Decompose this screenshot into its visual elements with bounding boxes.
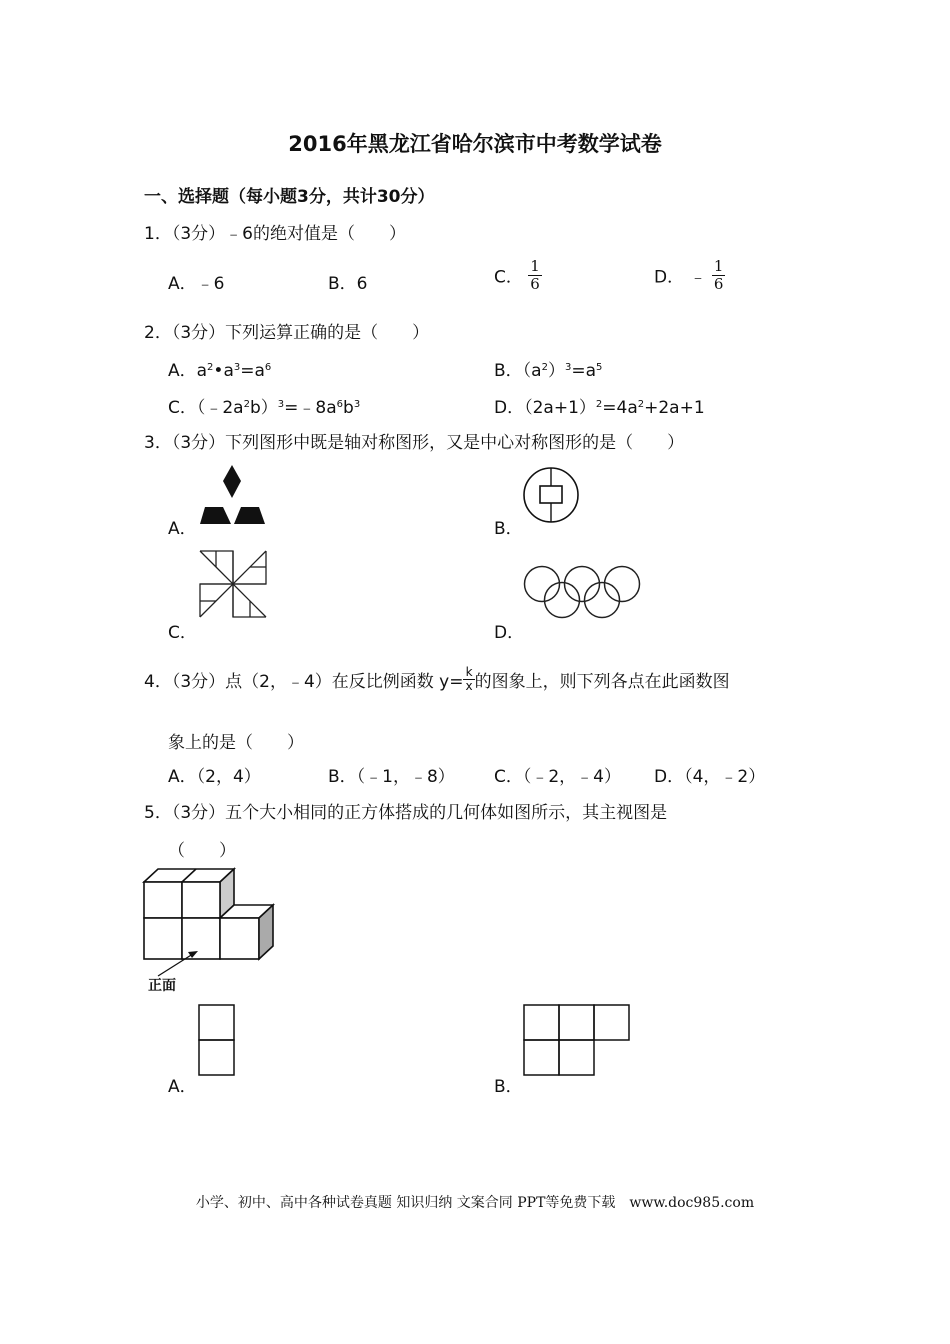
- fraction-denominator: 6: [530, 274, 540, 293]
- section-heading: 一、选择题（每小题3分，共计30分）: [144, 187, 435, 207]
- q1-option-c-label: C．: [494, 267, 523, 288]
- fraction-numerator: 1: [713, 257, 724, 275]
- q4-stem: [144, 666, 730, 693]
- exponent: 5: [596, 362, 603, 373]
- q4-option-c: C．（﹣2，﹣4）: [494, 767, 622, 787]
- q3-option-d: D．: [494, 623, 525, 643]
- olympic-rings-figure: [522, 564, 644, 622]
- text: =a: [240, 361, 265, 381]
- text: =a: [571, 361, 597, 381]
- center-square: [540, 486, 562, 503]
- fraction-numerator: 1: [530, 257, 540, 275]
- square: [559, 1005, 594, 1040]
- q2-option-a: [168, 356, 271, 381]
- cube-face: [220, 918, 259, 959]
- q3-stem: 3．（3分）下列图形中既是轴对称图形，又是中心对称图形的是（ ）: [144, 433, 685, 453]
- q2-option-d: [494, 393, 705, 418]
- fraction-denominator: x: [465, 679, 473, 694]
- front-view-label: 正面: [148, 978, 176, 994]
- exponent: 2: [207, 362, 214, 373]
- text: B．（a: [494, 361, 542, 381]
- text: C．（﹣2a: [168, 398, 244, 418]
- q1-option-a: A．﹣6: [168, 274, 225, 294]
- exponent: 6: [336, 399, 344, 410]
- q1-stem: 1．（3分）﹣6的绝对值是（ ）: [144, 224, 406, 244]
- q1-option-d-label: D．: [654, 267, 685, 288]
- q5-option-a-figure: [198, 1004, 238, 1078]
- q3-option-a: A．: [168, 519, 197, 539]
- q5-option-b: B．: [494, 1077, 523, 1097]
- exponent: 2: [541, 362, 548, 373]
- page-title: 2016年黑龙江省哈尔滨市中考数学试卷: [288, 132, 662, 156]
- square: [199, 1040, 234, 1075]
- cube-face: [144, 918, 182, 959]
- pinwheel-shape-figure: [198, 549, 268, 619]
- q4-option-b: B．（﹣1，﹣8）: [328, 767, 455, 787]
- q4-stem-pre: 4．（3分）点（2，﹣4）在反比例函数 y=: [144, 672, 464, 693]
- q1-option-d-fraction: [712, 258, 726, 292]
- q1-option-d: [654, 258, 725, 292]
- text: ）: [547, 361, 565, 381]
- page-footer: 小学、初中、高中各种试卷真题 知识归纳 文案合同 PPT等免费下载 www.doc985.com: [195, 1195, 755, 1211]
- square: [524, 1005, 559, 1040]
- q1-option-b: B．6: [328, 274, 368, 294]
- exponent: 2: [595, 399, 603, 410]
- q5-stem-line2: （ ）: [168, 841, 236, 861]
- text: =4a: [602, 398, 638, 418]
- square: [524, 1040, 559, 1075]
- diamond-right: [234, 507, 265, 524]
- q5-stem: 5．（3分）五个大小相同的正方体搭成的几何体如图所示，其主视图是: [144, 803, 668, 823]
- exponent: 3: [233, 362, 241, 373]
- exponent: 3: [277, 399, 285, 410]
- q4-stem-line2: 象上的是（ ）: [168, 733, 304, 753]
- text: •a: [213, 361, 234, 381]
- q3-option-b: B．: [494, 519, 523, 539]
- fraction-numerator: k: [463, 666, 474, 680]
- q3-option-c: C．: [168, 623, 197, 643]
- exponent: 2: [637, 399, 645, 410]
- text: D．（2a+1）: [494, 398, 596, 418]
- square: [559, 1040, 594, 1075]
- q5-option-a: A．: [168, 1077, 197, 1097]
- mitsubishi-shape-figure: [198, 465, 268, 527]
- q4-option-a: A．（2，4）: [168, 767, 261, 787]
- cube-face: [182, 882, 220, 918]
- square: [199, 1005, 234, 1040]
- fraction-denominator: 6: [713, 274, 724, 293]
- q2-option-b: [494, 356, 602, 381]
- q1-option-c-fraction: [528, 258, 542, 292]
- text: =﹣8a: [284, 398, 337, 418]
- q2-stem: 2．（3分）下列运算正确的是（ ）: [144, 323, 430, 343]
- coin-shape-figure: [522, 466, 582, 526]
- cube-face: [182, 918, 220, 959]
- diamond-left: [200, 507, 231, 524]
- exponent: 6: [264, 362, 272, 373]
- text: b）: [249, 398, 278, 418]
- square: [594, 1005, 629, 1040]
- cube-face: [144, 882, 182, 918]
- q2-option-c: [168, 393, 360, 418]
- text: +2a+1: [644, 398, 705, 418]
- q1-option-c: [494, 258, 542, 292]
- q5-option-b-figure: [523, 1004, 633, 1078]
- exponent: 3: [353, 399, 361, 410]
- q4-fraction: [463, 666, 474, 693]
- q1-option-d-sign: ﹣: [689, 267, 707, 288]
- exponent: 2: [243, 399, 250, 410]
- q4-stem-post: 的图象上，则下列各点在此函数图: [474, 672, 730, 693]
- diamond-top: [223, 465, 241, 498]
- text: b: [343, 398, 354, 418]
- exponent: 3: [564, 362, 572, 373]
- text: A．a: [168, 361, 208, 381]
- q4-option-d: D．（4，﹣2）: [654, 767, 766, 787]
